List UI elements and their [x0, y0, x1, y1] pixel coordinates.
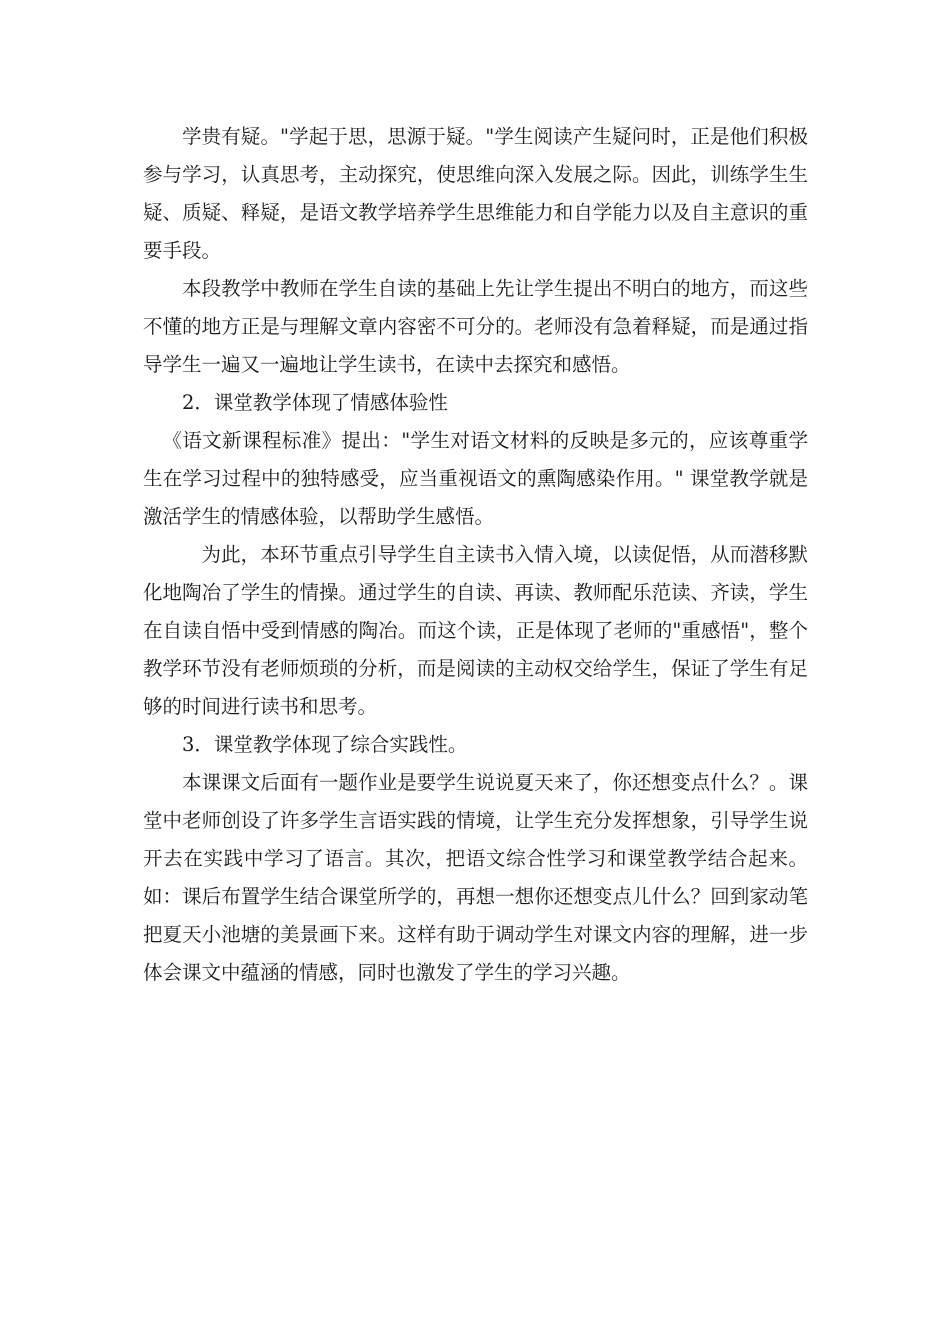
paragraph-questioning: 学贵有疑。"学起于思，思源于疑。"学生阅读产生疑问时，正是他们积极参与学习，认真思考，主动探究，使思维向深入发展之际。因此，训练学生生疑、质疑、释疑，是语文教学培养学生思维能力和自学能力以及自主意识的重要手段。 [143, 125, 808, 262]
paragraph-homework-practice: 本课课文后面有一题作业是要学生说说夏天来了，你还想变点什么？。课堂中老师创设了许多学生言语实践的情境，让学生充分发挥想象，引导学生说开去在实践中学习了语言。其次，把语文综合性学习和课堂教学结合起来。如：课后布置学生结合课堂所学的，再想一想你还想变点儿什么？回到家动笔把夏天小池塘的美景画下来。这样有助于调动学生对课文内容的理解，进一步体会课文中蕴涵的情感，同时也激发了学生的学习兴趣。 [143, 771, 808, 984]
section-heading-comprehensive-practice: 3．课堂教学体现了综合实践性。 [182, 733, 468, 756]
paragraph-curriculum-standard: 《语文新课程标准》提出："学生对语文材料的反映是多元的，应该尊重学生在学习过程中的独特感受，应当重视语文的熏陶感染作用。" 课堂教学就是激活学生的情感体验，以帮助学生感悟。 [143, 429, 808, 528]
section-heading-emotional-experience: 2．课堂教学体现了情感体验性 [182, 391, 448, 414]
document-body [143, 118, 808, 992]
paragraph-self-reading: 本段教学中教师在学生自读的基础上先让学生提出不明白的地方，而这些不懂的地方正是与理解文章内容密不可分的。老师没有急着释疑，而是通过指导学生一遍又一遍地让学生读书，在读中去探究和感悟。 [143, 277, 808, 376]
paragraph-reading-guidance: 为此，本环节重点引导学生自主读书入情入境，以读促悟，从而潜移默化地陶冶了学生的情操。通过学生的自读、再读、教师配乐范读、齐读，学生在自读自悟中受到情感的陶冶。而这个读，正是体现了老师的"重感悟"，整个教学环节没有老师烦琐的分析，而是阅读的主动权交给学生，保证了学生有足够的时间进行读书和思考。 [143, 543, 808, 718]
